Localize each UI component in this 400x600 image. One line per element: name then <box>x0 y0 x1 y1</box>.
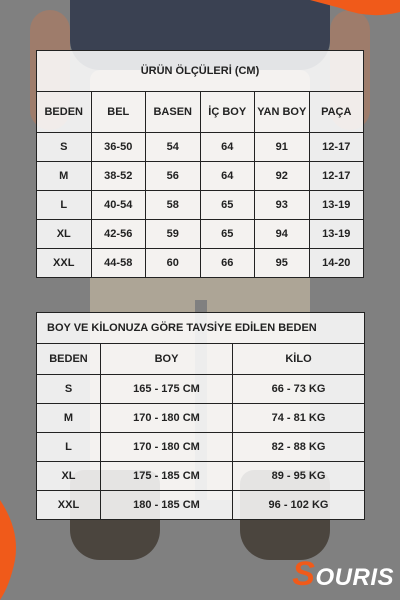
size-table <box>36 50 364 278</box>
table-cell: M <box>37 162 92 191</box>
table-cell: S <box>37 133 92 162</box>
table-cell: 92 <box>255 162 310 191</box>
table-cell: XXL <box>37 491 101 520</box>
table-cell: 74 - 81 KG <box>233 404 365 433</box>
table-cell: 180 - 185 CM <box>101 491 233 520</box>
table-cell: 66 <box>200 249 255 278</box>
table-cell: 54 <box>146 133 201 162</box>
table-cell: 64 <box>200 133 255 162</box>
table-cell: 95 <box>255 249 310 278</box>
table-cell: XXL <box>37 249 92 278</box>
table-row <box>37 191 364 220</box>
table-row <box>37 404 365 433</box>
table-cell: 94 <box>255 220 310 249</box>
table-cell: 12-17 <box>309 133 364 162</box>
table-cell: XL <box>37 220 92 249</box>
table-row <box>37 433 365 462</box>
table-cell: L <box>37 191 92 220</box>
header-cell: BOY <box>101 344 233 375</box>
orange-brush-accent <box>300 0 400 30</box>
table-cell: 82 - 88 KG <box>233 433 365 462</box>
table-cell: S <box>37 375 101 404</box>
table-cell: 13-19 <box>309 191 364 220</box>
table-row <box>37 220 364 249</box>
size-table-header-row <box>37 92 364 133</box>
table-cell: 93 <box>255 191 310 220</box>
table-cell: 60 <box>146 249 201 278</box>
table-cell: 38-52 <box>91 162 146 191</box>
table-row <box>37 375 365 404</box>
table-cell: 12-17 <box>309 162 364 191</box>
table-cell: 13-19 <box>309 220 364 249</box>
header-cell: BEDEN <box>37 344 101 375</box>
recommend-table-header-row <box>37 344 365 375</box>
table-cell: 36-50 <box>91 133 146 162</box>
table-cell: 59 <box>146 220 201 249</box>
table-row <box>37 133 364 162</box>
table-cell: 40-54 <box>91 191 146 220</box>
header-cell: İÇ BOY <box>200 92 255 133</box>
recommend-table <box>36 312 365 520</box>
table-cell: 170 - 180 CM <box>101 404 233 433</box>
brand-logo-text: OURIS <box>315 564 394 591</box>
header-cell: KİLO <box>233 344 365 375</box>
brand-logo <box>292 555 394 594</box>
size-table-panel <box>36 50 364 278</box>
table-cell: L <box>37 433 101 462</box>
table-row <box>37 462 365 491</box>
table-cell: 175 - 185 CM <box>101 462 233 491</box>
table-cell: M <box>37 404 101 433</box>
table-row <box>37 249 364 278</box>
header-cell: YAN BOY <box>255 92 310 133</box>
table-cell: 44-58 <box>91 249 146 278</box>
table-cell: 65 <box>200 220 255 249</box>
table-cell: 89 - 95 KG <box>233 462 365 491</box>
header-cell: PAÇA <box>309 92 364 133</box>
table-cell: 170 - 180 CM <box>101 433 233 462</box>
table-cell: 58 <box>146 191 201 220</box>
table-row <box>37 162 364 191</box>
table-cell: 96 - 102 KG <box>233 491 365 520</box>
table-cell: 56 <box>146 162 201 191</box>
header-cell: BASEN <box>146 92 201 133</box>
header-cell: BEL <box>91 92 146 133</box>
table-cell: 64 <box>200 162 255 191</box>
table-row <box>37 491 365 520</box>
recommend-table-panel <box>36 312 364 520</box>
size-table-title: ÜRÜN ÖLÇÜLERİ (CM) <box>37 51 364 92</box>
table-cell: 14-20 <box>309 249 364 278</box>
table-cell: XL <box>37 462 101 491</box>
orange-brush-accent <box>0 500 40 600</box>
table-cell: 65 <box>200 191 255 220</box>
brand-logo-initial: S <box>292 555 316 593</box>
table-cell: 66 - 73 KG <box>233 375 365 404</box>
recommend-table-title: BOY VE KİLONUZA GÖRE TAVSİYE EDİLEN BEDEN <box>37 313 365 344</box>
table-cell: 42-56 <box>91 220 146 249</box>
table-cell: 91 <box>255 133 310 162</box>
header-cell: BEDEN <box>37 92 92 133</box>
table-cell: 165 - 175 CM <box>101 375 233 404</box>
